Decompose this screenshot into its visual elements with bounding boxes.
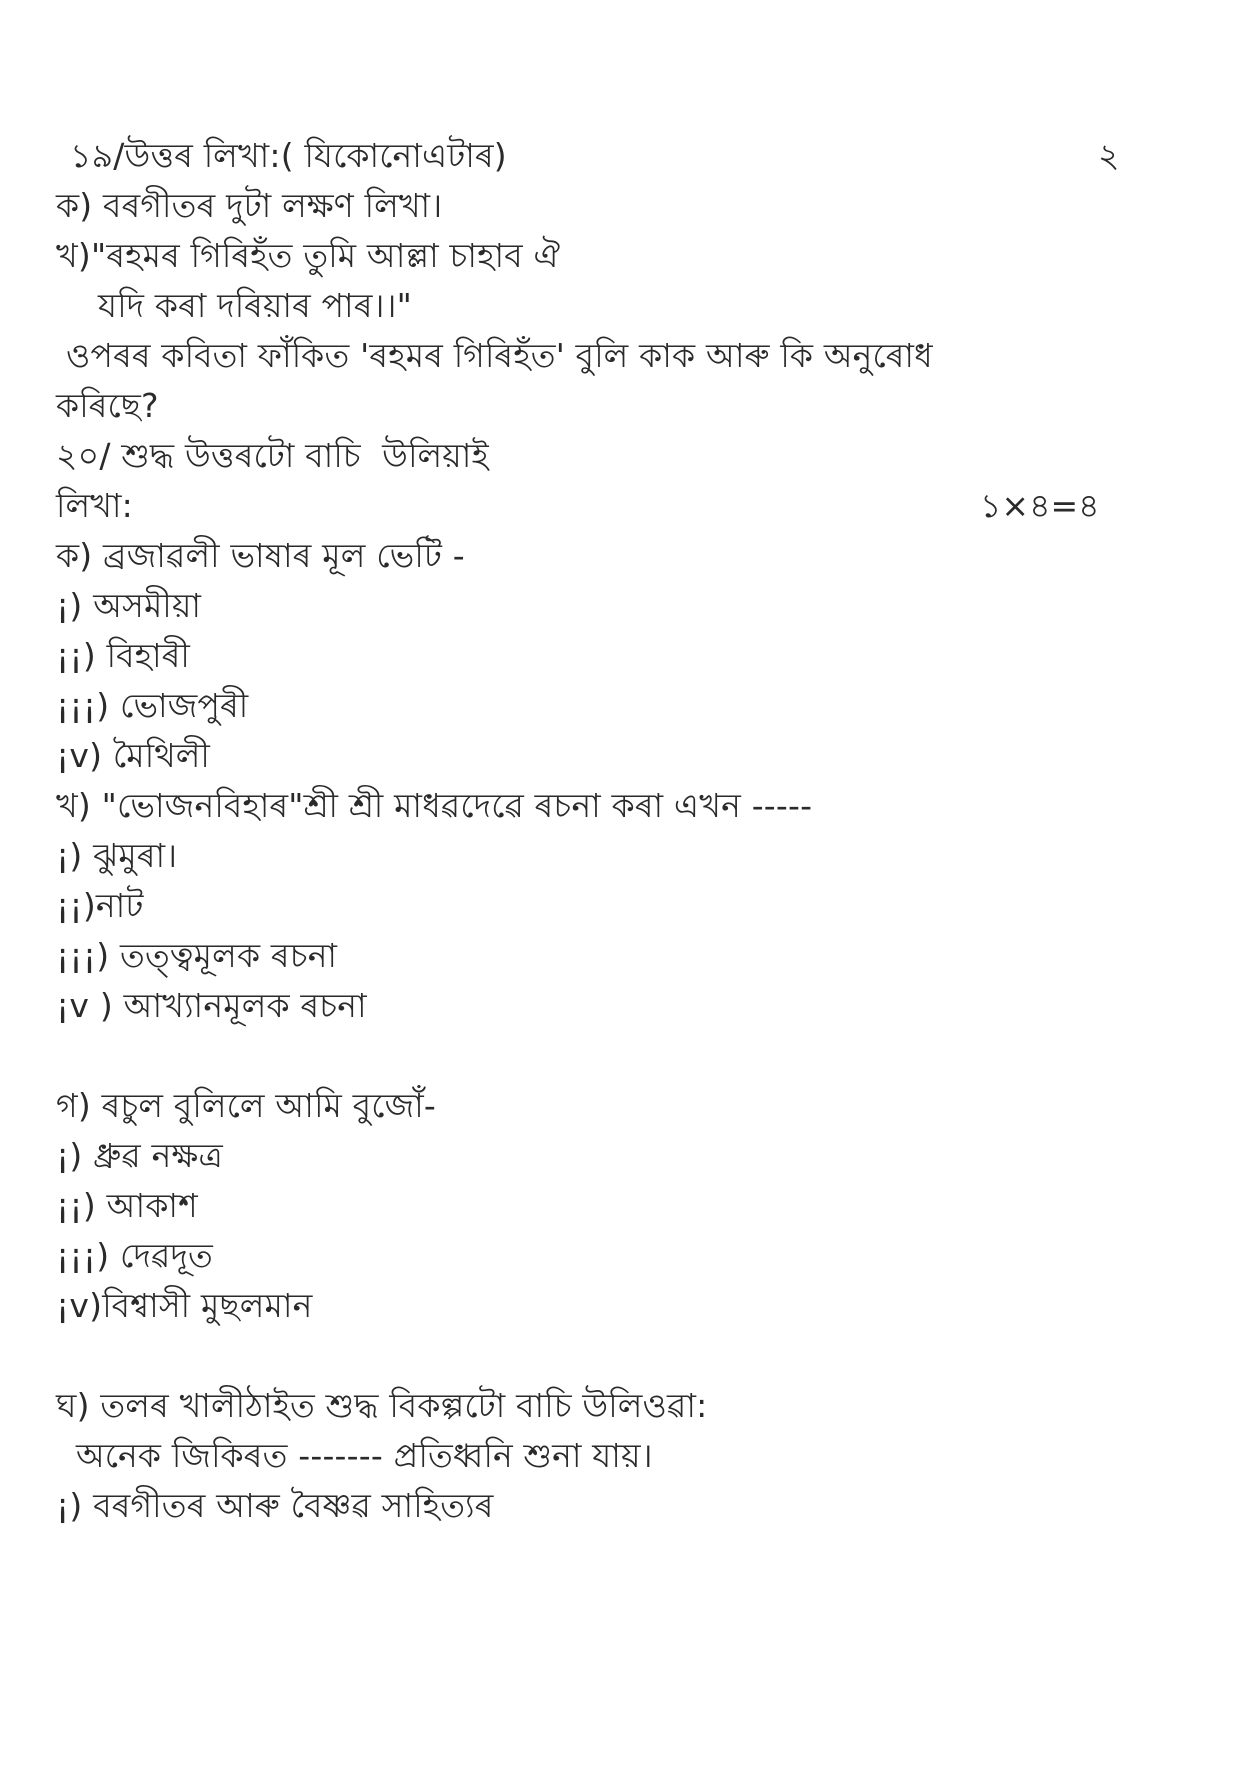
q20d-option-1: ¡) বৰগীতৰ আৰু বৈষ্ণৱ সাহিত্যৰ <box>56 1486 494 1525</box>
q20-heading-line1: ২০/ শুদ্ধ উত্তৰটো বাচি উলিয়াই <box>56 436 489 475</box>
q20c-option-1: ¡) ধ্রুৱ নক্ষত্র <box>56 1136 223 1175</box>
q19-marks: ২ <box>1098 136 1120 175</box>
q20c-question: গ) ৰচুল বুলিলে আমি বুজোঁ- <box>56 1086 436 1125</box>
q20c-option-2: ¡¡) আকাশ <box>56 1186 198 1225</box>
q20-marks: ১×৪=৪ <box>980 486 1100 525</box>
q20-heading-line2: লিখা: <box>56 486 133 525</box>
q19-heading: ১৯/উত্তৰ লিখা:( যিকোনোএটাৰ) <box>70 136 507 175</box>
q19-question-line2: কৰিছে? <box>56 386 159 425</box>
q20c-option-4: ¡v)বিশ্বাসী মুছলমান <box>56 1286 313 1325</box>
q20b-option-2: ¡¡)নাট <box>56 886 144 925</box>
q20d-question: ঘ) তলৰ খালীঠাইত শুদ্ধ বিকল্পটো বাচি উলিওৱা: <box>56 1386 708 1425</box>
q20c-option-3: ¡¡¡) দেৱদূত <box>56 1236 213 1275</box>
q20b-option-4: ¡v ) আখ্যানমূলক ৰচনা <box>56 986 367 1025</box>
q20a-option-1: ¡) অসমীয়া <box>56 586 202 625</box>
q20a-question: ক) ব্ৰজাৱলী ভাষাৰ মূল ভেটি - <box>56 536 465 575</box>
q19-quote-line2: যদি কৰা দৰিয়াৰ পাৰ।।" <box>98 286 412 325</box>
q20a-option-3: ¡¡¡) ভোজপুৰী <box>56 686 249 725</box>
q20b-option-1: ¡) ঝুমুৰা। <box>56 836 178 875</box>
q20b-question: খ) "ভোজনবিহাৰ"শ্ৰী শ্ৰী মাধৱদেৱে ৰচনা কৰা এখন ----- <box>56 786 813 825</box>
q20b-option-3: ¡¡¡) তত্ত্বমূলক ৰচনা <box>56 936 338 975</box>
q20a-option-4: ¡v) মৈথিলী <box>56 736 211 775</box>
q19-option-a: ক) বৰগীতৰ দুটা লক্ষণ লিখা। <box>56 186 443 225</box>
q19-question-line1: ওপৰৰ কবিতা ফাঁকিত 'ৰহমৰ গিৰিহঁত' বুলি কাক আৰু কি অনুৰোধ <box>66 336 933 375</box>
q20a-option-2: ¡¡) বিহাৰী <box>56 636 190 675</box>
q20d-sentence: অনেক জিকিৰত ------- প্রতিধ্বনি শুনা যায়। <box>76 1436 653 1475</box>
q19-quote-line1: খ)"ৰহমৰ গিৰিহঁত তুমি আল্লা চাহাব ঐ <box>56 236 561 275</box>
